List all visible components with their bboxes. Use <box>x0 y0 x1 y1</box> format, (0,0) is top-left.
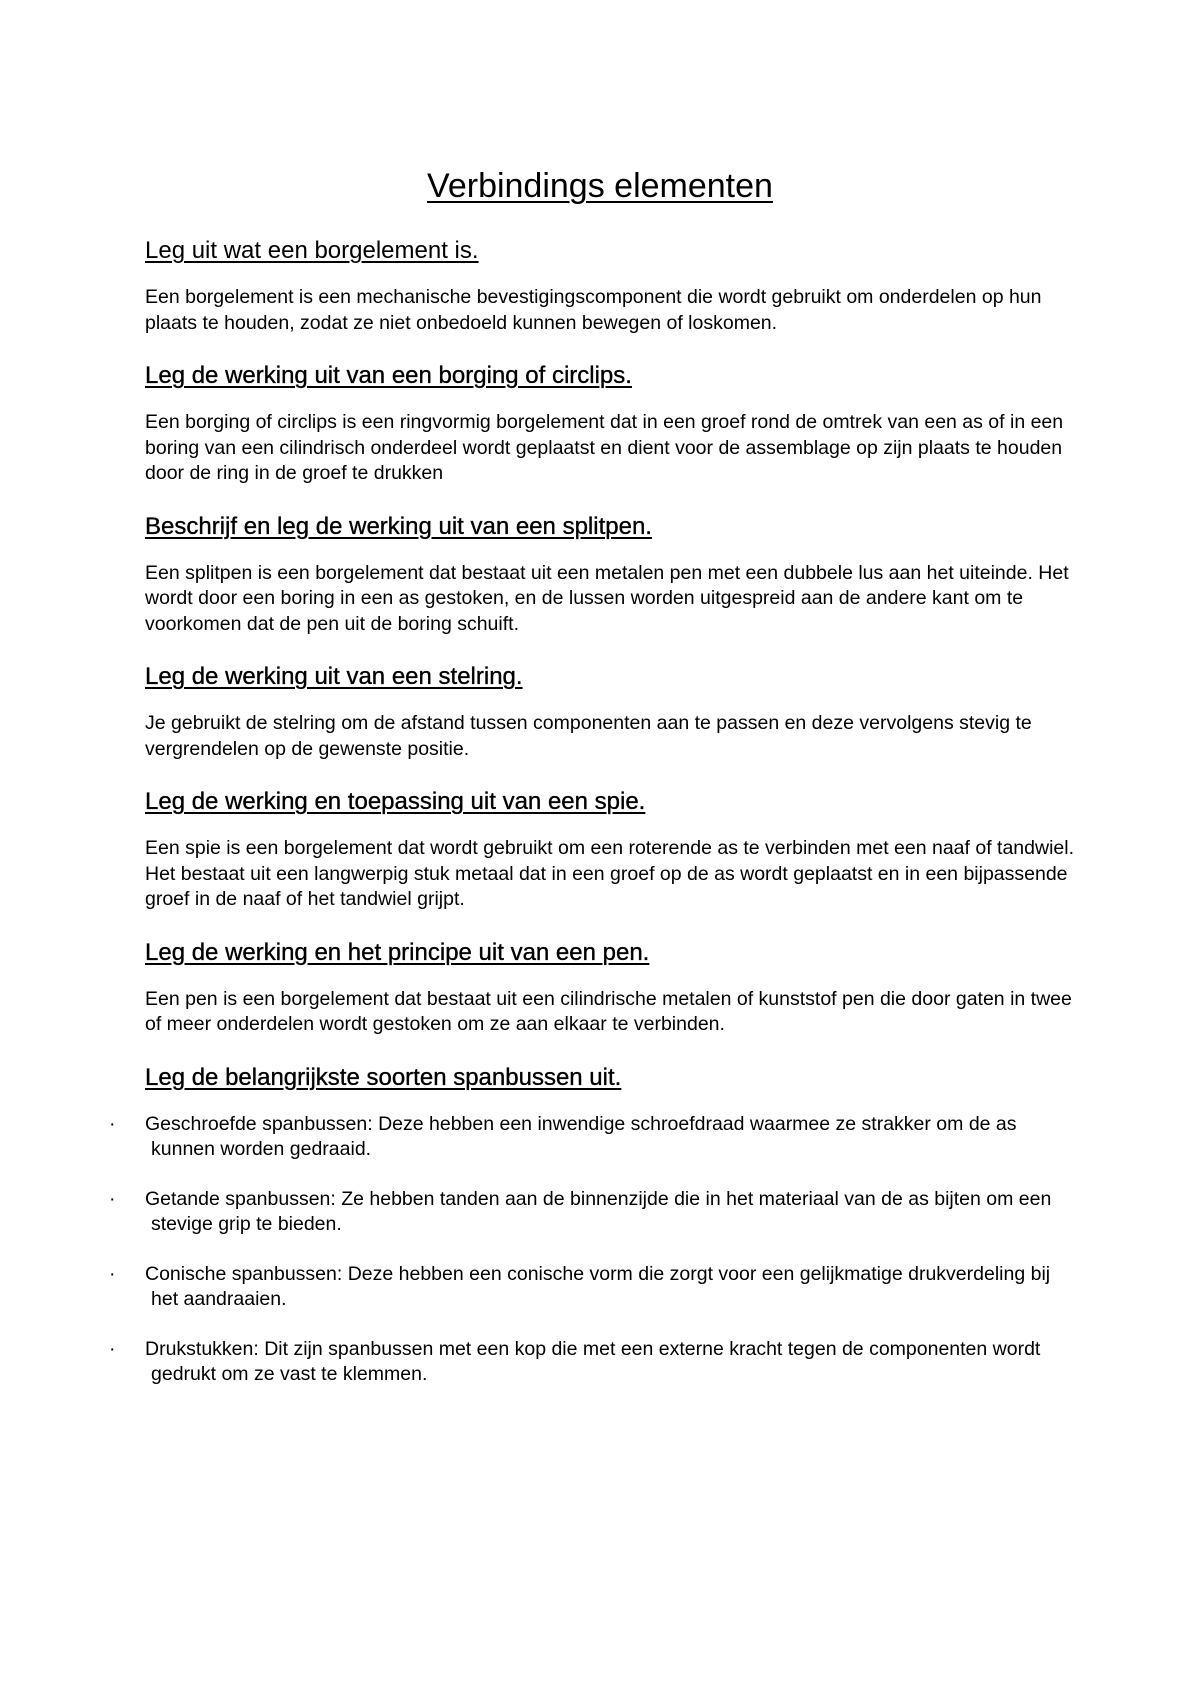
section-heading: Leg uit wat een borgelement is. <box>145 237 479 264</box>
document-content <box>109 236 1075 1412</box>
list-item-text: Drukstukken: Dit zijn spanbussen met een kop die met een externe kracht tegen de componenten wordt gedrukt om ze vast te klemmen. <box>145 1337 1041 1385</box>
list-item-text: Geschroefde spanbussen: Deze hebben een inwendige schroefdraad waarmee ze strakker om de as kunnen worden gedraaid. <box>145 1112 1017 1160</box>
list-item <box>109 1112 1069 1163</box>
list-item <box>109 1262 1069 1313</box>
list-item <box>109 1187 1069 1238</box>
section-heading: Leg de werking en toepassing uit van een spie. <box>145 788 646 815</box>
bullet-icon: · <box>109 1262 116 1285</box>
section-heading: Beschrijf en leg de werking uit van een splitpen. <box>145 512 652 540</box>
section-body: Een splitpen is een borgelement dat bestaat uit een metalen pen met een dubbele lus aan het uiteinde. Het wordt door een boring in een as gestoken, en de lussen worden uitgespreid aan de andere kant om te voorkomen dat de pen uit de boring schuift. <box>145 561 1069 635</box>
section-heading: Leg de werking uit van een borging of circlips. <box>145 362 632 389</box>
page-title <box>0 166 1200 206</box>
section-body: Een borging of circlips is een ringvormig borgelement dat in een groef rond de omtrek van een as of in een boring van een cilindrisch onderdeel wordt geplaatst en dient voor de assemblage op zijn plaats te houden door de ring in de groef te drukken <box>145 411 1064 484</box>
section-heading: Leg de werking uit van een stelring. <box>145 663 523 690</box>
section-body: Een borgelement is een mechanische bevestigingscomponent die wordt gebruikt om onderdelen op hun plaats te houden, zodat ze niet onbedoeld kunnen bewegen of loskomen. <box>145 286 1042 334</box>
bullet-icon: · <box>109 1187 116 1210</box>
section-body: Een pen is een borgelement dat bestaat uit een cilindrische metalen of kunststof pen die door gaten in twee of meer onderdelen wordt gestoken om ze aan elkaar te verbinden. <box>145 987 1072 1035</box>
page-title-text: Verbindings elementen <box>427 167 773 205</box>
bullet-icon: · <box>109 1337 116 1360</box>
section-heading: Leg de werking en het principe uit van een pen. <box>145 938 650 966</box>
list-item <box>109 1337 1069 1388</box>
bullet-icon: · <box>109 1112 116 1135</box>
list-item-text: Getande spanbussen: Ze hebben tanden aan de binnenzijde die in het materiaal van de as bijten om een stevige grip te bieden. <box>145 1187 1052 1235</box>
spanbussen-list <box>109 1112 1069 1388</box>
list-item-text: Conische spanbussen: Deze hebben een conische vorm die zorgt voor een gelijkmatige drukverdeling bij het aandraaien. <box>145 1262 1051 1310</box>
section-body: Je gebruikt de stelring om de afstand tussen componenten aan te passen en deze vervolgens stevig te vergrendelen op de gewenste positie. <box>145 712 1032 760</box>
section-heading: Leg de belangrijkste soorten spanbussen uit. <box>145 1063 622 1091</box>
section-body: Een spie is een borgelement dat wordt gebruikt om een roterende as te verbinden met een naaf of tandwiel. Het bestaat uit een langwerpig stuk metaal dat in een groef op de as wordt geplaatst en in een bijpassende groef in de naaf of het tandwiel grijpt. <box>145 837 1074 910</box>
